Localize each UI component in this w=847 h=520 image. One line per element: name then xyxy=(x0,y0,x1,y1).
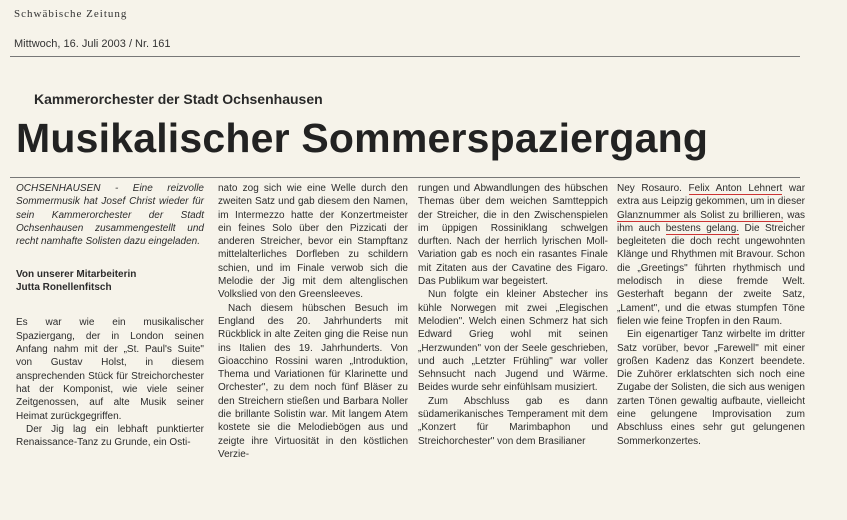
highlighted-phrase: Glanznummer als Solist zu brillieren, xyxy=(617,209,784,221)
text-run: war extra aus Leipzig gekommen, um in dieser xyxy=(617,183,806,208)
text-run: Ney Rosauro. xyxy=(617,183,682,194)
body-paragraph: Nach diesem hübschen Besuch im England des 20. Jahrhunderts mit Rückblick in alte Zeiten ging die Reise nun ins Italien des 19. Jahrhunderts. Von Gioacchino Rossini waren „Introduktion, Thema und Variationen für Klarinette und Orchester", zu dem noch fünf Bläser zu den Streichern stießen und Barbara Noller die brillante Solistin war. Mit langem Atem kostete sie die Melodiebögen aus und zeigte ihre Virtuosität in den köstlichen Verzie- xyxy=(218,302,408,460)
article-column-4 xyxy=(617,182,805,448)
highlighted-soloist-name: Felix Anton Lehnert xyxy=(688,183,783,194)
body-paragraph: rungen und Abwandlungen des hübschen Themas über dem weichen Samtteppich der Streicher, die in den Zwischenspielen im üppigen Rossiniklang schwelgen durften. Nach der herrlich lyrischen Moll-Variation gab es noch ein rasantes Finale mit Zitaten aus der Cavatine des Figaro. Das Publikum war begeistert. xyxy=(418,183,608,288)
text-run: Die Streicher begleiteten die doch recht ungewohnten Klänge und Rhythmen mit Bravour. Schon die „Greetings" führten rhythmisch und melodisch in diese fremde Welt. Gesterhaft begann der zweite Satz, „Lament", und die etwas stumpfen Töne fielen wie feine Tropfen in den Raum. xyxy=(617,222,805,327)
body-paragraph: Zum Abschluss gab es dann südamerikanisches Temperament mit dem „Konzert für Marimbaphon und Streichorchester" von dem Brasilianer xyxy=(418,395,608,447)
article-headline: Musikalischer Sommerspaziergang xyxy=(16,115,709,161)
issue-dateline: Mittwoch, 16. Juli 2003 / Nr. 161 xyxy=(14,38,171,50)
article-kicker: Kammerorchester der Stadt Ochsenhausen xyxy=(34,91,323,107)
text-run: was ihm auch xyxy=(617,209,806,234)
article-column-1 xyxy=(16,182,204,449)
body-paragraph: Ein eigenartiger Tanz wirbelte im dritter Satz vorüber, bevor „Farewell" mit einer großen Kadenz das Konzert beendete. Die Zuhörer erklatschten sich noch eine Zugabe der Solisten, die sich aus wenigen zarten Tönen gewaltig aufbaute, vielleicht eine gelungene Improvisation zum Abschluss eines sehr gut gelungenen Sommerkonzertes. xyxy=(617,329,805,447)
headline-divider xyxy=(10,177,800,178)
highlighted-phrase: bestens gelang. xyxy=(665,222,740,234)
body-paragraph xyxy=(617,182,805,328)
body-paragraph: Es war wie ein musikalischer Spaziergang, der in London seinen Anfang nahm mit der „St. Paul's Suite" von Gustav Holst, in diesem ansprechenden Stück für Streichorchester hat der Komponist, wie viele seiner Zeitgenossen, auf alte Musik seiner Heimat zurückgegriffen. xyxy=(16,317,204,422)
byline-role: Von unserer Mitarbeiterin xyxy=(16,269,137,281)
body-paragraph: nato zog sich wie eine Welle durch den zweiten Satz und gab diesem den Namen, im Intermezzo hatte der Konzertmeister ein feines Solo über den Pizzicati der anderen Streicher, bevor ein Stampftanz mittelalterliches Dorfleben zu schildern schien, und im Finale verwob sich die Melodie der Jig mit dem altenglischen Volkslied von den Greensleeves. xyxy=(218,183,408,301)
article-column-2 xyxy=(218,182,408,461)
lead-paragraph: OCHSENHAUSEN - Eine reizvolle Sommermusik hat Josef Christ wieder für sein Kammerorchester der Stadt Ochsenhausen zusammengestellt und recht namhafte Solisten dazu eingeladen. xyxy=(16,183,204,248)
article-column-3 xyxy=(418,182,608,448)
newspaper-masthead: Schwäbische Zeitung xyxy=(14,8,128,20)
byline-author: Jutta Ronellenfitsch xyxy=(16,282,112,294)
body-paragraph: Der Jig lag ein lebhaft punktierter Renaissance-Tanz zu Grunde, ein Osti- xyxy=(16,423,204,449)
header-divider xyxy=(10,56,800,57)
body-paragraph: Nun folgte ein kleiner Abstecher ins kühle Norwegen mit zwei „Elegischen Melodien". Welch einen Schmerz hat sich Edward Grieg wohl mit seinen „Herzwunden" von der Seele geschrieben, und auch „Letzter Frühling" war voller Sehnsucht nach Jugend und Wärme. Beides wurde sehr einfühlsam musiziert. xyxy=(418,289,608,394)
